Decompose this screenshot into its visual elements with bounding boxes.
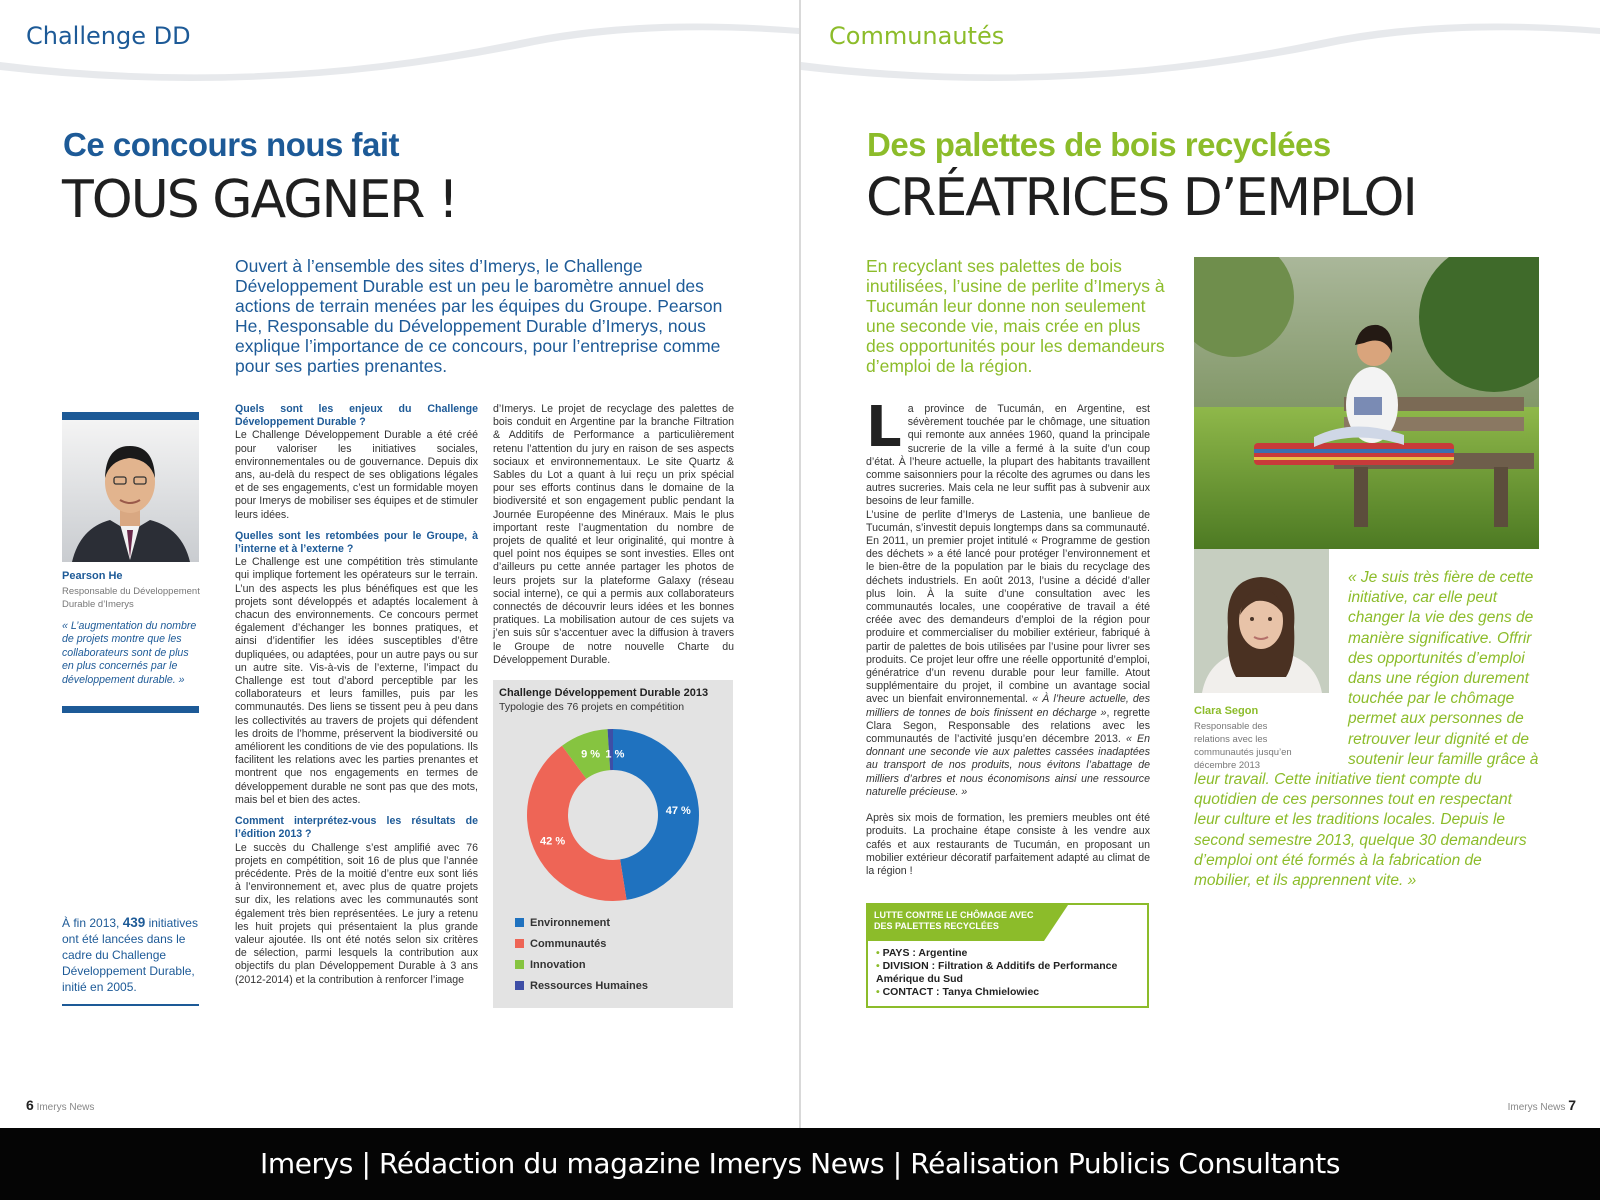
header-swoosh (801, 0, 1600, 100)
info-item-division: • DIVISION : Filtration & Additifs de Performance Amérique du Sud (876, 960, 1147, 986)
body-paragraph-4: Après six mois de formation, les premiers meubles ont été produits. La prochaine étape consiste à les vendre aux cafés et aux restaurants de Tucumán, en proposant un mobilier extérieur décoratif parfaitement adapté au climat de la région ! (866, 812, 1150, 877)
stat-post: initiatives ont été lancées dans le cadre du Challenge Développement Durable, initié en 2005. (62, 916, 198, 994)
chart-subtitle: Typologie des 76 projets en compétition (499, 701, 685, 713)
header-swoosh (0, 0, 799, 100)
sidebar-rule-bottom (62, 706, 199, 713)
article-title-line1: Ce concours nous fait (63, 126, 400, 163)
donut-label-3: 1 % (605, 748, 625, 761)
caption-role: Responsable du Développement Durable d’Imerys (62, 586, 200, 610)
page-folio-right (1508, 1097, 1576, 1113)
stat-callout (62, 915, 199, 995)
body-quote-1: « À l’heure actuelle, des milliers de tonnes de bois finissent en décharge » (866, 693, 1151, 719)
folio-label: Imerys News (1507, 1102, 1566, 1113)
credits-text: Imerys | Rédaction du magazine Imerys News | Réalisation Publicis Consultants (259, 1147, 1341, 1180)
body-paragraph-2-text: L’usine de perlite d’Imerys de Lastenia, une banlieue de Tucumán, s’investit depuis longtemps dans sa communauté. En 2011, un premier projet intitulé « Programme de gestion des déchets » a été lancé pour protéger l’environnement et le bien-être de la population par le biais du recyclage des déchets industriels. En août 2013, l’usine a décidé d’aller plus loin. À la suite d’une consultation avec les communautés locales, une coopérative de travail a été créée avec des demandeurs d’emploi de la région pour produire et commercialiser du mobilier extérieur, fabriqué à partir de palettes de bois utilisées par l’usine pour livrer ses produits. Ce projet leur offre une réelle opportunité d’emploi, génératrice d’un revenu durable pour leur famille. Atout supplémentaire du projet, il combine un avantage social avec un bienfait environnemental. (866, 508, 1150, 706)
answer-2: Le Challenge est une compétition très stimulante qui implique fortement les opérateurs sur le terrain. L’un des aspects les plus bénéfiques est que les projets sont développés et adaptés localement à chacun des environnements. Ce concours permet également d’échanger les bonnes pratiques, et ainsi d’identifier les idées susceptibles d’être dupliquées, ou adaptées, pour un autre pays ou sur un autre site. Vis-à-vis de l’externe, l’impact du Challenge est tout d’abord perceptible par les collaborateurs et leurs familles, puis par les communautés. Des liens se tissent peu à peu dans les collectivités au travers de projets qui défendent les droits de l’homme, préservent la biodiversité ou améliorent les conditions de vie des populations. Ils facilitent les relations avec les parties prenantes et montrent que nos engagements en termes de développement durable ne sont pas que des mots, mais bel et bien des actes. (235, 556, 478, 806)
interview-column-2: d’Imerys. Le projet de recyclage des palettes de bois conduit en Argentine par la branche Filtration & Additifs de Performance a particulièrement retenu l’attention du jury en raison de ses aspects sociaux et environnementaux. Le site Quartz & Sables du Lot a quant à lui reçu un prix spécial pour ses efforts continus dans le domaine de la biodiversité et son engagement public pendant la Journée Européenne des Minéraux. Mais le plus important reste l’augmentation du nombre de projets de qualité et leur originalité, qui montre à quel point nos équipes se sont investies. Elles ont d’ailleurs pu cette année partager les photos de leurs projets sur la plateforme Galaxy (réseau social interne), ce qui a permis aux collaborateurs connectés de découvrir leurs idées et les bonnes pratiques. La mobilisation autour de ces sujets va j’en suis sûr s’accentuer avec la diffusion à travers le Groupe de notre nouvelle Charte du Développement Durable. (493, 403, 734, 666)
body-quote-2: « En donnant une seconde vie aux palettes cassées inadaptées au transport de nos produits, nous évitons l’abattage de milliers d’arbres et nous économisons ainsi une ressource naturelle précieuse. » (866, 733, 1151, 798)
legend-item-0 (515, 912, 648, 933)
question-2: Quelles sont les retombées pour le Groupe, à l’interne et à l’externe ? (235, 529, 478, 556)
chart-legend (515, 912, 648, 996)
page-number: 7 (1568, 1097, 1576, 1113)
caption-name: Pearson He (62, 570, 123, 582)
legend-label: Innovation (530, 958, 586, 971)
pull-quote-text: « Je suis très fière de cette initiative, car elle peut changer la vie des gens de manière significative. Offrir des opportunités d’emploi dans une région durement touchée par le chômage permet aux personnes de retrouver leur dignité et de soutenir leur famille grâce à leur travail. Cette initiative tient compte du quotidien de ces personnes tout en respectant leur culture et les traditions locales. Depuis le second semestre 2013, quelque 30 demandeurs d’emploi ont été formés à la fabrication de mobilier, et ils apprennent vite. » (1194, 569, 1539, 890)
page-number: 6 (26, 1097, 34, 1113)
body-paragraph-2 (866, 509, 1150, 799)
sidebar-rule-top (62, 412, 199, 420)
article-body (866, 395, 1151, 878)
legend-label: Environnement (530, 916, 611, 929)
folio-label: Imerys News (36, 1102, 95, 1113)
question-3: Comment interprétez-vous les résultats de l’édition 2013 ? (235, 815, 478, 841)
stat-number: 439 (122, 915, 146, 930)
pull-quote (1194, 568, 1539, 891)
info-item-country: • PAYS : Argentine (876, 947, 1147, 960)
chart-title: Challenge Développement Durable 2013 (499, 687, 709, 699)
photo-girl-on-bench (1194, 257, 1539, 549)
info-list (876, 947, 1147, 999)
page-folio-left (26, 1097, 94, 1113)
drop-cap: L (866, 395, 902, 460)
legend-item-2 (515, 954, 648, 975)
question-1: Quels sont les enjeux du Challenge Développement Durable ? (235, 403, 478, 429)
right-page (801, 0, 1600, 1128)
legend-label: Communautés (530, 937, 607, 950)
article-title-line1: Des palettes de bois recyclées (867, 126, 1331, 163)
quote-float-spacer (1194, 568, 1348, 762)
interview-column-1 (235, 403, 478, 987)
stat-rule (62, 1004, 199, 1006)
article-title-line2: TOUS GAGNER ! (62, 170, 457, 230)
legend-swatch (515, 981, 524, 990)
donut-label-0: 47 % (665, 804, 691, 817)
info-item-contact: • CONTACT : Tanya Chmielowiec (876, 986, 1147, 999)
legend-swatch (515, 960, 524, 969)
answer-1: Le Challenge Développement Durable a été créé pour valoriser les initiatives sociales, environnementales ou de gouvernance. Depuis dix ans, au-delà du respect de ses obligations légales et de ses engagements, c’est un formidable moyen pour Imerys de mobiliser ses équipes et de stimuler leurs idées. (235, 429, 478, 521)
legend-swatch (515, 939, 524, 948)
body-paragraph-3: , regrette Clara Segon, Responsable des relations avec les communautés de l’activité jusqu’en décembre 2013. (866, 706, 1150, 746)
donut-chart-panel (493, 680, 733, 1008)
info-box (866, 903, 1149, 1008)
article-title-line2: CRÉATRICES D’EMPLOI (866, 168, 1416, 228)
legend-label: Ressources Humaines (530, 979, 648, 992)
article-lead: En recyclant ses palettes de bois inutilisées, l’usine de perlite d’Imerys à Tucumán leur donne non seulement une seconde vie, mais crée en plus des opportunités pour les demandeurs d’emploi de la région. (866, 256, 1165, 376)
caption-role: Responsable des relations avec les communautés jusqu’en décembre 2013 (1194, 721, 1292, 771)
legend-item-3 (515, 975, 648, 996)
article-lead: Ouvert à l’ensemble des sites d’Imerys, le Challenge Développement Durable est un peu le baromètre annuel des actions de terrain menées par les équipes du Groupe. Pearson He, Responsable du Développement Durable d’Imerys, nous explique l’importance de ce concours, pour l’entreprise comme pour ses parties prenantes. (235, 256, 723, 376)
section-rubric: Communautés (829, 22, 1005, 50)
donut-label-2: 9 % (581, 748, 601, 761)
portrait-photo-pearson-he (62, 420, 199, 562)
info-box-title: LUTTE CONTRE LE CHÔMAGE AVEC DES PALETTES RECYCLÉES (874, 910, 1034, 931)
answer-3: Le succès du Challenge s’est amplifié avec 76 projets en compétition, soit 16 de plus que l’année précédente. Près de la moitié d’entre eux sont liés à l’environnement et, avec plus de quatre projets sur dix, les relations avec les communautés sont également très bien représentées. Le jury a retenu les huit projets qui présentaient la plus grande valeur ajoutée. Ils ont été notés selon six critères de sélection, parmi lesquels la contribution aux objectifs du plan Développement Durable à 3 ans (2012-2014) et la contribution à renforcer l’image (235, 841, 478, 986)
section-rubric: Challenge DD (26, 22, 191, 50)
legend-swatch (515, 918, 524, 927)
legend-item-1 (515, 933, 648, 954)
stat-pre: À fin 2013, (62, 916, 123, 930)
caption-name: Clara Segon (1194, 705, 1259, 717)
left-page (0, 0, 799, 1128)
body-paragraph-1: a province de Tucumán, en Argentine, est sévèrement touchée par le chômage, une situation qui remonte aux années 1960, quand la principale sucrerie de la ville a fermé à la suite d’un coup d’état. À l’heure actuelle, la plupart des habitants travaillent comme saisonniers pour la récolte des agrumes ou dans les autres sucreries. Mais cela ne leur suffit pas à subvenir aux besoins de leur famille. (866, 403, 1150, 508)
donut-label-1: 42 % (540, 835, 566, 848)
sidebar-quote: « L’augmentation du nombre de projets montre que les collaborateurs sont de plus en plus concernés par le développement durable. » (62, 620, 197, 686)
credits-footer (0, 1128, 1600, 1200)
